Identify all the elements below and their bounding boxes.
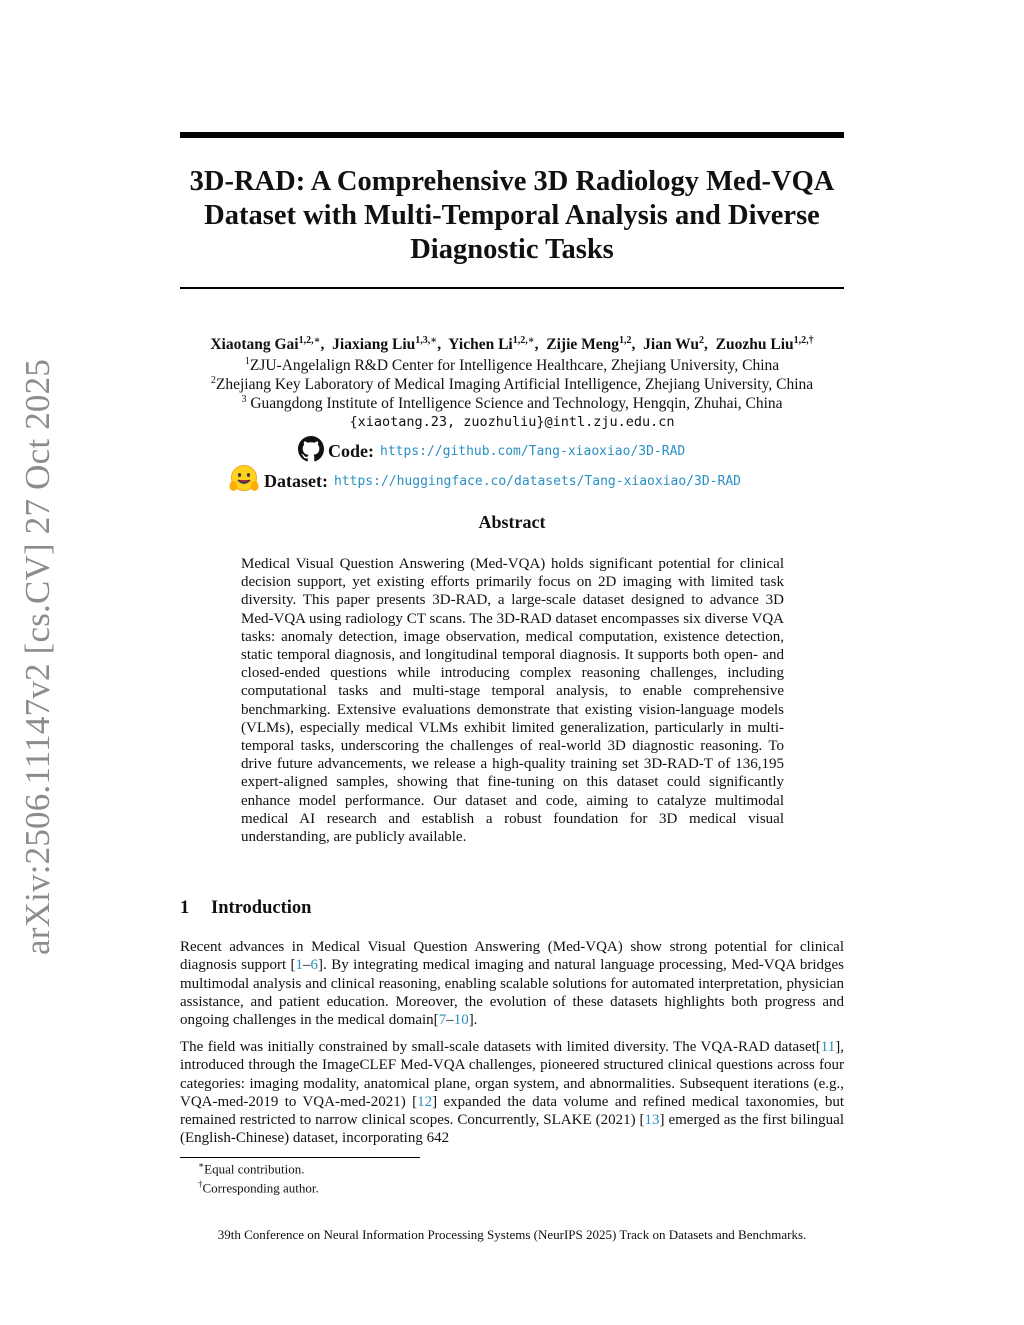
- title-line-1: 3D-RAD: A Comprehensive 3D Radiology Med-VQA: [189, 166, 835, 197]
- section-heading-introduction: [180, 898, 311, 919]
- paragraph-text: ], introduced through the ImageCLEF Med-VQA challenges, pioneered structured clinical questions across four categories: imaging modality, anatomical plane, organ system, and abnormalities. Subsequent iterations (e.g., VQA-med-2019 to VQA-med-2021) [: [180, 1039, 844, 1110]
- paragraph-text: ] expanded the data volume and refined medical taxonomies, but remained restricted to narrow clinical scopes. Concurrently, SLAKE (2021) [: [180, 1093, 845, 1129]
- footnote-text: Corresponding author.: [202, 1180, 319, 1196]
- citation-link[interactable]: 12: [417, 1093, 433, 1110]
- title-top-rule: [180, 132, 844, 138]
- author-marks: 1,2,∗: [512, 335, 535, 346]
- author-list: Xiaotang Gai$^{1,2,∗}$, Jiaxiang Liu$^{1,3,∗}$, Yichen $Li^{1,2,∗}$, Zijie Meng$^{1,2}$, Jian Wu$^2$, Zuozhu Liu$^{1,2,\dagger}$: [210, 335, 814, 354]
- affiliation-2: [130, 375, 894, 394]
- footnote-text: Equal contribution.: [204, 1161, 305, 1177]
- title-bottom-rule: [180, 287, 844, 289]
- author-marks: 1,2,∗: [298, 335, 321, 346]
- github-icon: [298, 436, 324, 467]
- footnote-corresponding-author: [198, 1179, 319, 1196]
- affiliation-3: [130, 394, 894, 413]
- abstract-text: Medical Visual Question Answering (Med-VQA) holds significant potential for clinical decision support, yet existing efforts primarily focus on 2D imaging with limited task diversity. This paper presents 3D-RAD, a large-scale dataset designed to advance 3D Med-VQA using radiology CT scans. The 3D-RAD dataset encompasses six diverse VQA tasks: anomaly detection, image observation, medical computation, existence detection, static temporal diagnosis, and longitudinal temporal diagnosis. It supports both open- and closed-ended questions while introducing complex reasoning challenges, including computational tasks and multi-stage temporal analysis, to enable comprehensive benchmarking. Extensive evaluations demonstrate that existing vision-language models (VLMs), especially medical VLMs exhibit limited generalization, particularly in multi-temporal tasks, underscoring the challenges of real-world 3D diagnostic reasoning. To drive future advancements, we release a high-quality training set 3D-RAD-T of 136,195 expert-aligned samples, showing that fine-tuning on this dataset could significantly enhance model performance. Our dataset and code, aiming to catalyze multimodal medical AI research and establish a robust foundation for 3D medical visual understanding, are publicly available.: [241, 556, 784, 846]
- affiliation-text: ZJU-Angelalign R&D Center for Intelligence Healthcare, Zhejiang University, China: [249, 357, 780, 375]
- author-name: Zijie Meng: [546, 336, 620, 354]
- conference-footer: 39th Conference on Neural Information Processing Systems (NeurIPS 2025) Track on Datasets and Benchmarks.: [217, 1227, 807, 1242]
- code-label: Code:: [328, 441, 374, 461]
- paragraph-text: ] emerged as the first bilingual (English-Chinese) dataset, incorporating 642: [180, 1112, 844, 1147]
- affiliation-mark: 1: [244, 356, 250, 367]
- code-link-row: [298, 436, 685, 467]
- citation-link[interactable]: 10: [453, 1012, 469, 1029]
- citation-dash: –: [303, 957, 311, 974]
- author-name: Jiaxiang Liu: [332, 336, 416, 354]
- citation-link[interactable]: 6: [310, 957, 319, 974]
- arxiv-sidebar-id: arXiv:2506.11147v2 [cs.CV] 27 Oct 2025: [18, 358, 57, 955]
- section-number: 1: [180, 898, 190, 918]
- citation-link[interactable]: 11: [820, 1039, 836, 1055]
- citation-link[interactable]: 13: [644, 1112, 660, 1129]
- paragraph-text: The field was initially constrained by small-scale datasets with limited diversity. The VQA-RAD dataset[: [180, 1039, 821, 1055]
- paper-title: [150, 165, 874, 267]
- footnote-equal-contribution: [198, 1160, 305, 1177]
- abstract-heading: Abstract: [478, 512, 546, 532]
- affiliation-1: [130, 356, 894, 375]
- author-marks: 2: [699, 335, 705, 346]
- section-title: Introduction: [211, 898, 312, 918]
- affiliation-text: Zhejiang Key Laboratory of Medical Imaging Artificial Intelligence, Zhejiang University, China: [215, 376, 814, 394]
- affiliation-mark: 3: [241, 394, 247, 405]
- intro-paragraph-2: [180, 1038, 844, 1148]
- paragraph-text: Recent advances in Medical Visual Question Answering (Med-VQA) show strong potential for clinical diagnosis support [: [180, 939, 844, 974]
- author-name: Xiaotang Gai: [210, 336, 299, 354]
- dataset-url-link[interactable]: https://huggingface.co/datasets/Tang-xiaoxiao/3D-RAD: [333, 474, 741, 489]
- citation-link[interactable]: 1: [295, 957, 304, 974]
- author-name: Jian Wu: [643, 336, 700, 354]
- author-name: Yichen Li: [448, 336, 513, 354]
- dataset-label: Dataset:: [264, 471, 328, 491]
- title-line-2: Dataset with Multi-Temporal Analysis and Diverse: [204, 200, 820, 231]
- footnote-mark: †: [198, 1179, 203, 1189]
- contact-email: {xiaotang.23, zuozhuliu}@intl.zju.edu.cn: [349, 414, 675, 430]
- dataset-link-row: [228, 464, 741, 499]
- citation-link[interactable]: 7: [438, 1012, 447, 1029]
- affiliation-text: Guangdong Institute of Intelligence Science and Technology, Hengqin, Zhuhai, China: [246, 395, 783, 413]
- citation-dash: –: [446, 1012, 454, 1029]
- intro-paragraph-1: [180, 938, 844, 1029]
- author-name: Zuozhu Liu: [715, 336, 794, 354]
- code-url-link[interactable]: https://github.com/Tang-xiaoxiao/3D-RAD: [380, 444, 686, 459]
- title-line-3: Diagnostic Tasks: [410, 234, 614, 265]
- affiliation-mark: 2: [210, 375, 216, 386]
- footnote-mark: ∗: [198, 1160, 205, 1170]
- author-marks: 1,2: [619, 335, 632, 346]
- author-marks: 1,2,†: [793, 335, 814, 346]
- footnote-rule: [180, 1157, 420, 1158]
- paragraph-text: ]. By integrating medical imaging and natural language processing, Med-VQA bridges multimodal analysis and clinical reasoning, enabling scalable solutions for automated interpretation, physician assistance, and patient education. Moreover, the evolution of these datasets highlights both progress and ongoing challenges in the medical domain[: [180, 957, 844, 1029]
- hugging-face-icon: [228, 464, 260, 499]
- paragraph-text: ].: [468, 1012, 478, 1029]
- author-marks: 1,3,∗: [415, 335, 438, 346]
